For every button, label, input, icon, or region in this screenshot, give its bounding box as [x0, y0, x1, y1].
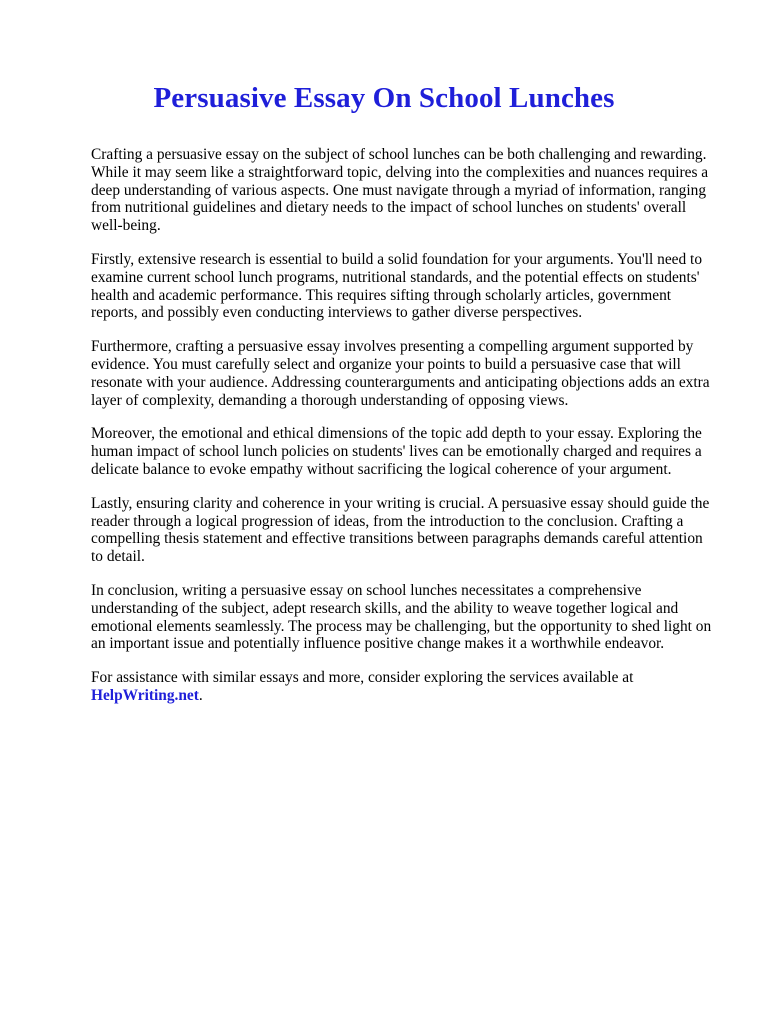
closing-suffix: . — [198, 686, 203, 704]
paragraph-furthermore: Furthermore, crafting a persuasive essay involves presenting a compelling argument supported by evidence. You must carefully select and organize your points to build a persuasive case that will resonate with your audience. Addressing counterarguments and anticipating objections adds an extra layer of complexity, demanding a thorough understanding of opposing views. — [91, 338, 710, 409]
closing-text: For assistance with similar essays and more, consider exploring the services available at — [91, 669, 634, 687]
closing-paragraph — [91, 669, 717, 705]
paragraph-intro: Crafting a persuasive essay on the subject of school lunches can be both challenging and rewarding. While it may seem like a straightforward topic, delving into the complexities and nuances requires a deep understanding of various aspects. One must navigate through a myriad of information, ranging from nutritional guidelines and dietary needs to the impact of school lunches on students' overall well-being. — [91, 146, 709, 235]
helpwriting-link[interactable]: HelpWriting.net — [91, 686, 199, 704]
paragraph-firstly: Firstly, extensive research is essential to build a solid foundation for your arguments. You'll need to examine current school lunch programs, nutritional standards, and the potential effects on students' health and academic performance. This requires sifting through scholarly articles, government reports, and possibly even conducting interviews to gather diverse perspectives. — [91, 250, 703, 322]
paragraph-moreover: Moreover, the emotional and ethical dimensions of the topic add depth to your essay. Exploring the human impact of school lunch policies on students' lives can be emotionally charged and requires a delicate balance to evoke empathy without sacrificing the logical coherence of your argument. — [91, 425, 702, 478]
page-title: Persuasive Essay On School Lunches — [153, 82, 615, 114]
paragraph-lastly: Lastly, ensuring clarity and coherence in your writing is crucial. A persuasive essay should guide the reader through a logical progression of ideas, from the introduction to the conclusion. Crafting a compelling thesis statement and effective transitions between paragraphs demands careful attention to detail. — [91, 494, 710, 566]
paragraph-conclusion: In conclusion, writing a persuasive essay on school lunches necessitates a comprehensive understanding of the subject, adept research skills, and the ability to weave together logical and emotional elements seamlessly. The process may be challenging, but the opportunity to shed light on an important issue and potentially influence positive change makes it a worthwhile endeavor. — [91, 581, 712, 653]
